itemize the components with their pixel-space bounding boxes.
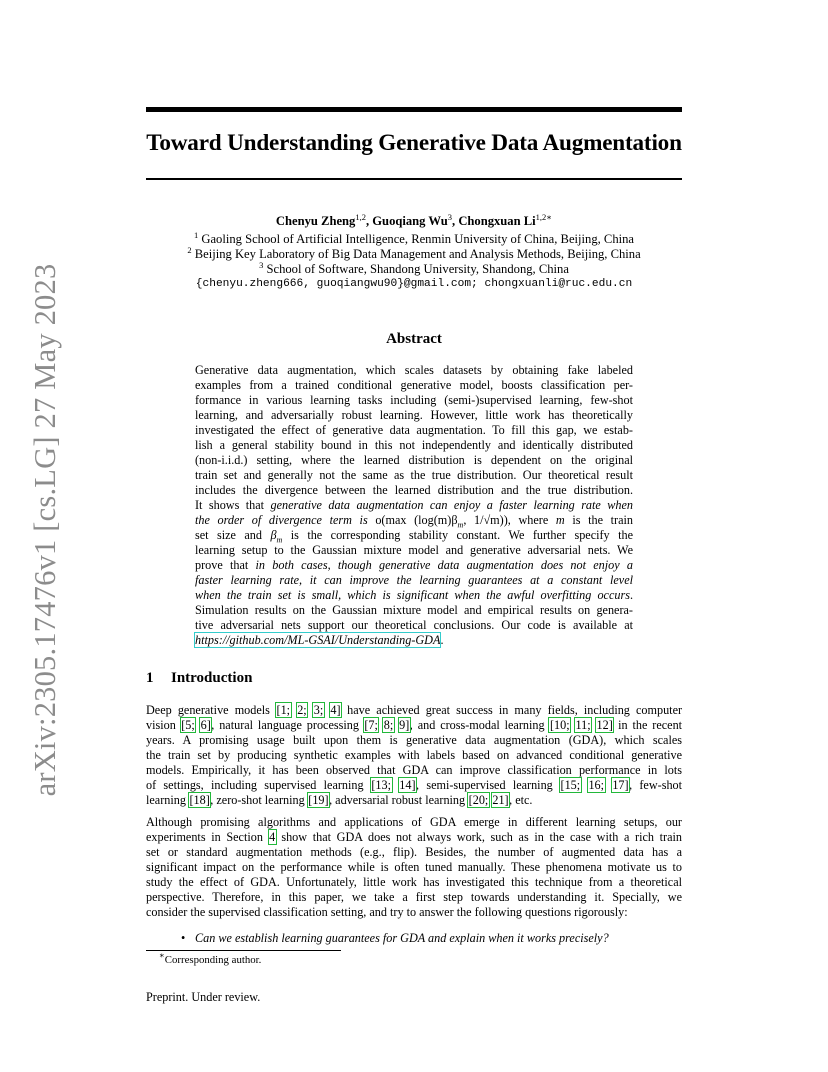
citation-link[interactable]: [15; (560, 778, 581, 792)
abstract-line: Simulation results on the Gaussian mixture model and empirical results on genera- (195, 603, 633, 617)
citation-link[interactable]: 8; (383, 718, 394, 732)
abstract-text: , where (507, 513, 556, 527)
author-affiliation-mark: 1,2∗ (535, 212, 553, 222)
title-bottom-rule (146, 178, 682, 180)
abstract-text: is the train (564, 513, 633, 527)
body-line: of settings, including supervised learning [13; 14], semi-supervised learning [15; 16; 17], few-shot (146, 778, 683, 792)
citation-link[interactable]: 16; (588, 778, 605, 792)
citation-link[interactable]: [19] (308, 793, 329, 807)
preprint-notice: Preprint. Under review. (146, 990, 261, 1004)
citation-link[interactable]: 14] (399, 778, 416, 792)
affiliation-mark: 3 (259, 260, 264, 270)
section-reference-link[interactable]: 4 (269, 830, 276, 844)
abstract-line: faster learning rate, it can improve the learning guarantees at a constant level (195, 573, 633, 587)
abstract-emphasis: generative data augmentation can enjoy a faster learning rate when (270, 498, 633, 512)
abstract-line: includes the divergence between the learned distribution and the true distribution. (195, 483, 633, 497)
citation-link[interactable]: 3; (313, 703, 324, 717)
abstract-line: https://github.com/ML-GSAI/Understanding-GDA. (195, 633, 444, 647)
footnote-text: Corresponding author. (164, 954, 262, 966)
bullet-text: Can we establish learning guarantees for GDA and explain when it works precisely? (195, 931, 609, 945)
citation-link[interactable]: [5; (181, 718, 195, 732)
abstract-line: when the train set is small, which is significant when the awful overfitting occurs. (195, 588, 633, 602)
abstract-emphasis: in both cases, though generative data augmentation does not enjoy a (255, 558, 633, 572)
abstract-line (195, 513, 633, 528)
math-formula: o(max ($\log(m)\beta_m$, 1/√m)) (375, 513, 508, 530)
affiliation-text: Gaoling School of Artificial Intelligence, Renmin University of China, Beijing, China (201, 232, 635, 246)
citation-link[interactable]: [10; (549, 718, 570, 732)
abstract-line: formance in various learning tasks including (semi-)supervised learning, few-shot (195, 393, 633, 407)
math-variable: m (555, 513, 565, 527)
body-line: Although promising algorithms and applications of GDA emerge in different learning setups, our (146, 815, 682, 829)
affiliation-line (146, 262, 682, 277)
citation-link[interactable]: [13; (371, 778, 392, 792)
body-line: experiments in Section 4 show that GDA does not always work, such as in the case with a rich train (146, 830, 682, 844)
bullet-icon: • (181, 931, 186, 945)
affiliation-line (146, 247, 682, 262)
body-line: perspective. Therefore, in this paper, we take a first step towards understanding it. Specially, we (146, 890, 682, 904)
footnote-rule (146, 950, 341, 951)
arxiv-identifier-stamp: arXiv:2305.17476v1 [cs.LG] 27 May 2023 (28, 263, 62, 797)
section-number: 1 (146, 670, 154, 686)
body-line: set or standard augmentation methods (e.g., flip). Besides, the number of augmented data has a (146, 845, 682, 859)
citation-link[interactable]: 21] (492, 793, 509, 807)
bullet-item (181, 931, 609, 946)
citation-link[interactable]: 9] (399, 718, 410, 732)
affiliation-mark: 2 (187, 245, 192, 255)
footnote-mark: ∗ (159, 950, 165, 960)
code-repository-link[interactable]: https://github.com/ML-GSAI/Understanding-GDA (195, 633, 441, 647)
citation-link[interactable]: 6] (200, 718, 211, 732)
abstract-line: train set and generally not the same as the true distribution. Our theoretical result (195, 468, 633, 482)
author-emails: {chenyu.zheng666, guoqiangwu90}@gmail.com; chongxuanli@ruc.edu.cn (195, 278, 633, 290)
abstract-line (195, 528, 633, 543)
abstract-line: (non-i.i.d.) setting, where the learned distribution is dependent on the original (195, 453, 633, 467)
paper-title: Toward Understanding Generative Data Augmentation (146, 130, 682, 156)
body-line: consider the supervised classification setting, and try to answer the following questions rigorously: (146, 905, 628, 919)
abstract-line: lish a general stability bound in this not independently and identically distributed (195, 438, 633, 452)
citation-link[interactable]: [18] (189, 793, 210, 807)
author-name: Chongxuan Li (458, 214, 536, 228)
abstract-line: investigated the effect of generative data augmentation. To fill this gap, we estab- (195, 423, 633, 437)
abstract-line (195, 498, 633, 513)
author-list: Chenyu Zheng$^{1,2}$, Guoqiang Wu$^3$, Chongxuan $Li^{1,2∗}$ (275, 212, 553, 228)
citation-link[interactable]: 11; (575, 718, 591, 732)
abstract-line: learning, and adversarially robust learning. However, little work has theoretically (195, 408, 633, 422)
abstract-line: Generative data augmentation, which scales datasets by obtaining fake labeled (195, 363, 633, 377)
affiliation-line (146, 232, 682, 247)
affiliation-text: School of Software, Shandong University, Shandong, China (266, 262, 569, 276)
abstract-line (195, 558, 633, 573)
affiliation-text: Beijing Key Laboratory of Big Data Management and Analysis Methods, Beijing, China (194, 247, 641, 261)
abstract-line: learning setup to the Gaussian mixture model and generative adversarial nets. We (195, 543, 633, 557)
section-title: Introduction (171, 670, 253, 686)
citation-link[interactable]: 17] (612, 778, 629, 792)
math-subscript: m (276, 535, 283, 545)
abstract-text: set size and (195, 528, 271, 542)
body-line: vision [5; 6], natural language processing [7; 8; 9], and cross-modal learning [10; 11; 12] in the recent (146, 718, 683, 732)
abstract-text: is the corresponding stability constant. We further specify the (282, 528, 633, 542)
citation-link[interactable]: 2; (297, 703, 307, 717)
body-line: study the effect of GDA. Unfortunately, little work has investigated this technique from a theoretical (146, 875, 682, 889)
author-name: Chenyu Zheng (275, 214, 356, 228)
footnote (159, 950, 262, 966)
abstract-line: tive adversarial nets support our theoretical conclusions. Our code is available at (195, 618, 633, 632)
citation-link[interactable]: [1; (276, 703, 291, 717)
author-affiliation-mark: 1,2 (355, 212, 366, 222)
body-line: the train set by producing synthetic examples with labels based on advanced conditional generative (146, 748, 682, 762)
affiliation-mark: 1 (193, 230, 199, 240)
body-line: years. A promising usage built upon them is generative data augmentation (GDA), which scales (146, 733, 682, 747)
author-name: Guoqiang Wu (372, 214, 448, 228)
abstract-text: prove that (195, 558, 256, 572)
title-top-rule (146, 107, 682, 112)
body-line: models. Empirically, it has been observed that GDA can improve classification performance in lots (146, 763, 682, 777)
body-line: significant impact on the performance while is often tuned manually. These phenomena motivate us to (146, 860, 682, 874)
abstract-line: examples from a trained conditional generative model, boosts classification per- (195, 378, 633, 392)
abstract-emphasis: the order of divergence term is (195, 513, 376, 527)
citation-link[interactable]: 12] (596, 718, 613, 732)
abstract-emphasis: when the train set is small, which is significant when the awful overfitting occurs (195, 588, 630, 602)
citation-link[interactable]: [20; (468, 793, 489, 807)
citation-link[interactable]: 4] (330, 703, 341, 717)
abstract-text: It shows that (195, 498, 271, 512)
section-heading (146, 670, 252, 687)
abstract-heading: Abstract (386, 331, 442, 347)
body-line: learning [18], zero-shot learning [19], adversarial robust learning [20; 21], etc. (146, 793, 533, 807)
body-line: Deep generative models [1; 2; 3; 4] have achieved great success in many fields, including computer (146, 703, 683, 717)
citation-link[interactable]: [7; (364, 718, 378, 732)
author-affiliation-mark: 3 (447, 212, 453, 222)
math-variable: β (270, 528, 277, 542)
